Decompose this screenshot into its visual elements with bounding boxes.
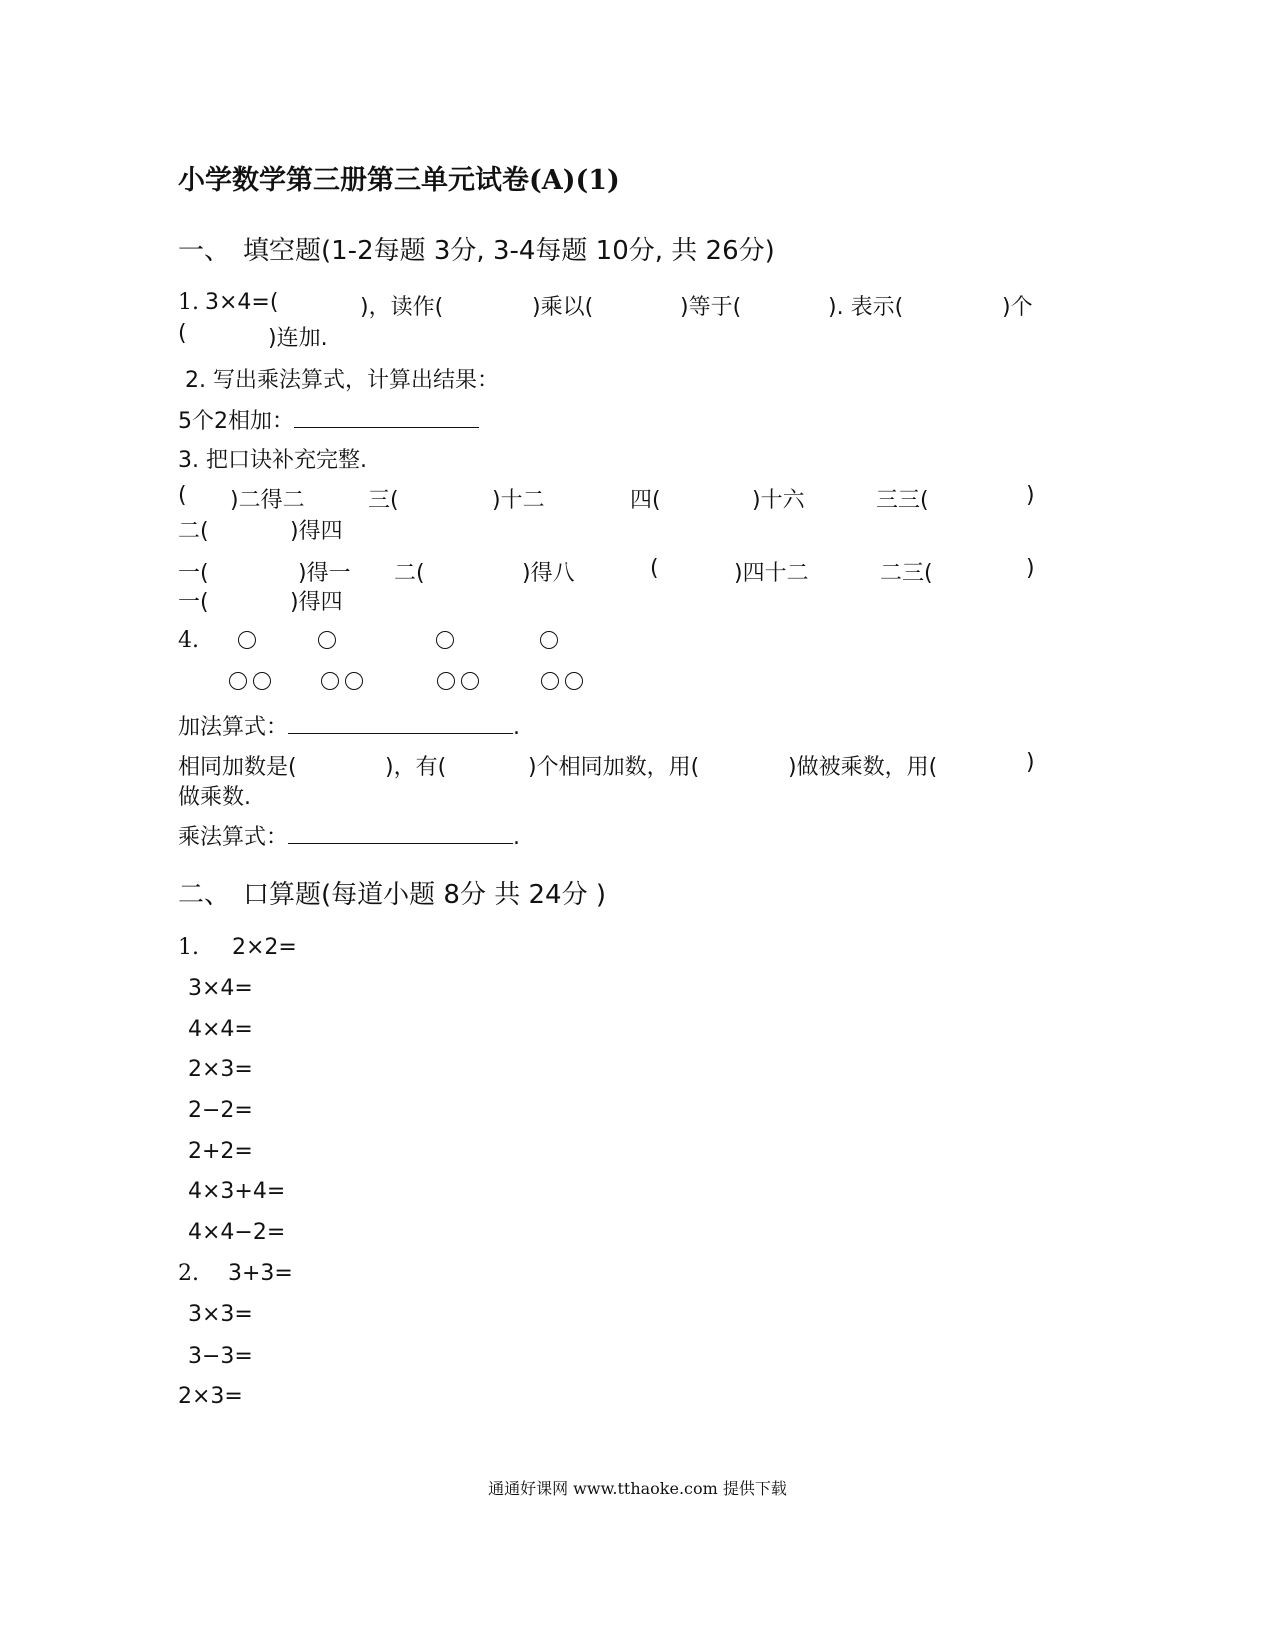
q4-addition-blank[interactable] <box>288 713 513 734</box>
q2-item <box>178 404 479 435</box>
s2-q1-item: 2−2= <box>188 1098 253 1123</box>
circle-icon <box>229 672 247 694</box>
s2-q1-item: 3×4= <box>188 976 253 1001</box>
q3-r1-d-close: ) <box>1026 483 1035 508</box>
q3-r2-a-close: )得一 <box>298 561 351 586</box>
s2-q1-item: 2×2= <box>232 935 297 960</box>
s2-q1-item: 2×3= <box>188 1057 253 1082</box>
q1-part-3: )乘以( <box>532 295 594 320</box>
q4-fill-5: ) <box>1026 750 1035 775</box>
q3-r1-c-open: 四( <box>630 488 661 513</box>
q3-r2-e-close: )得四 <box>290 590 343 615</box>
q1-part-4: )等于( <box>680 295 742 320</box>
footer-text: 通通好课网 www.tthaoke.com 提供下载 <box>488 1479 787 1498</box>
q4-multiplication-end: . <box>513 825 521 850</box>
q3-r2-e-open: 一( <box>178 590 209 615</box>
circle-icon <box>541 672 559 694</box>
q1-line2-open: ( <box>178 321 187 346</box>
q3-r1-b-open: 三( <box>368 488 399 513</box>
s2-q2-item: 2×3= <box>178 1384 243 1409</box>
q4-addition-end: . <box>513 715 521 740</box>
q2-prompt: 2. 写出乘法算式，计算出结果： <box>185 368 499 393</box>
q1-part-2: )，读作( <box>360 295 444 320</box>
circle-icon <box>318 631 336 653</box>
q1-number: 1. <box>178 290 199 315</box>
q4-multiplication-label: 乘法算式： <box>178 825 289 850</box>
q3-r2-d-close: ) <box>1026 556 1035 581</box>
s2-q1-item: 4×4= <box>188 1017 253 1042</box>
s2-q1-number: 1. <box>178 935 199 960</box>
circle-icon <box>565 672 583 694</box>
circle-icon <box>437 672 455 694</box>
s2-q2-item: 3+3= <box>228 1261 293 1286</box>
q4-fill-4: )做被乘数，用( <box>788 755 938 780</box>
q1-part-5: ). 表示( <box>828 295 904 320</box>
q3-r2-b-close: )得八 <box>522 561 575 586</box>
q4-multiplication <box>178 820 520 851</box>
q1-part-1: 3×4=( <box>205 290 279 315</box>
circle-icon <box>540 631 558 653</box>
circle-icon <box>461 672 479 694</box>
q4-number: 4. <box>178 628 199 653</box>
page-title: 小学数学第三册第三单元试卷(A)(1) <box>178 165 620 196</box>
q2-item-label: 5个2相加： <box>178 409 294 434</box>
q1-line2-close: )连加. <box>268 326 328 351</box>
q3-r2-c-close: )四十二 <box>734 561 809 586</box>
q4-addition-label: 加法算式： <box>178 715 289 740</box>
q4-addition <box>178 710 520 741</box>
q4-fill-line2: 做乘数. <box>178 785 251 810</box>
q3-r1-b-close: )十二 <box>492 488 545 513</box>
q3-r2-d-open: 二三( <box>880 561 933 586</box>
q4-multiplication-blank[interactable] <box>288 823 513 844</box>
circle-icon <box>436 631 454 653</box>
q3-r2-a-open: 一( <box>178 561 209 586</box>
s2-q1-item: 2+2= <box>188 1139 253 1164</box>
q3-r2-c-open: ( <box>650 556 659 581</box>
q2-answer-blank[interactable] <box>294 407 479 428</box>
q3-r1-e-open: 二( <box>178 519 209 544</box>
circle-icon <box>345 672 363 694</box>
q4-fill-3: )个相同加数，用( <box>528 755 700 780</box>
section-2-heading: 二、 口算题(每道小题 8分 共 24分 ) <box>178 880 606 910</box>
circle-icon <box>253 672 271 694</box>
section-1-heading: 一、 填空题(1-2每题 3分, 3-4每题 10分, 共 26分) <box>178 236 775 266</box>
q3-r1-a-close: )二得二 <box>230 488 305 513</box>
q3-r1-d-open: 三三( <box>876 488 929 513</box>
q3-r1-c-close: )十六 <box>752 488 805 513</box>
q3-r1-e-close: )得四 <box>290 519 343 544</box>
q3-r2-b-open: 二( <box>394 561 425 586</box>
q3-prompt: 3. 把口诀补充完整. <box>178 448 367 473</box>
circle-icon <box>321 672 339 694</box>
circle-icon <box>238 631 256 653</box>
q4-fill-2: )，有( <box>385 755 447 780</box>
s2-q1-item: 4×3+4= <box>188 1179 286 1204</box>
s2-q2-item: 3×3= <box>188 1302 253 1327</box>
q1-part-6: )个 <box>1002 295 1033 320</box>
s2-q1-item: 4×4−2= <box>188 1220 286 1245</box>
q4-fill-1: 相同加数是( <box>178 755 297 780</box>
q3-r1-a-open: ( <box>178 483 187 508</box>
s2-q2-item: 3−3= <box>188 1344 253 1369</box>
s2-q2-number: 2. <box>178 1261 199 1286</box>
